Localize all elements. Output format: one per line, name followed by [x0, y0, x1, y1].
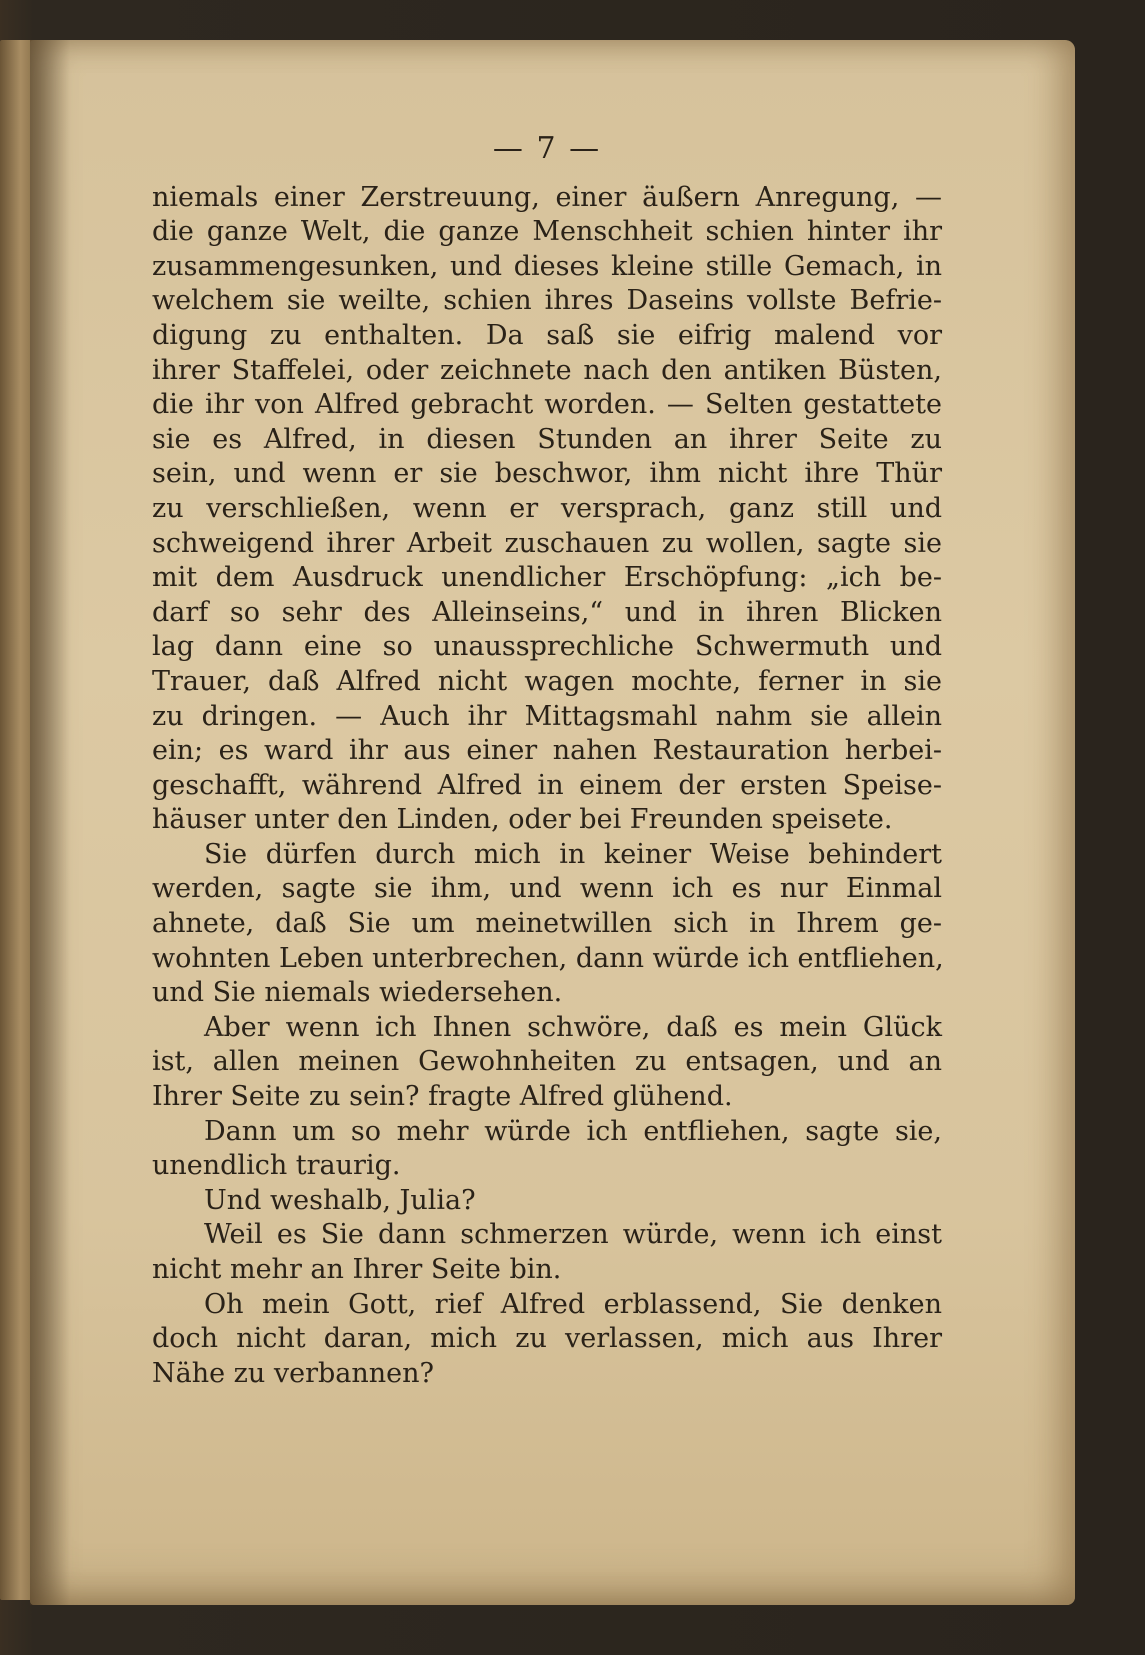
- text-line: die ganze Welt, die ganze Menschheit schien hinter ihr: [152, 216, 942, 248]
- text-line: häuser unter den Linden, oder bei Freunden speisete.: [152, 804, 893, 836]
- text-line: ist, allen meinen Gewohnheiten zu entsagen, und an: [152, 1046, 942, 1078]
- text-line: unendlich traurig.: [152, 1150, 401, 1182]
- text-line: zu verschließen, wenn er versprach, ganz still und: [152, 492, 942, 524]
- paragraph: [152, 1288, 942, 1392]
- text-line: Oh mein Gott, rief Alfred erblassend, Sie denken: [204, 1288, 942, 1320]
- text-line: Dann um so mehr würde ich entfliehen, sagte sie,: [204, 1115, 942, 1147]
- text-line: Sie dürfen durch mich in keiner Weise behindert: [204, 838, 942, 870]
- text-line: und Sie niemals wiedersehen.: [152, 977, 563, 1009]
- text-line: schweigend ihrer Arbeit zuschauen zu wollen, sagte sie: [152, 527, 942, 559]
- text-line: Weil es Sie dann schmerzen würde, wenn ich einst: [204, 1219, 942, 1251]
- text-line: Aber wenn ich Ihnen schwöre, daß es mein Glück: [204, 1011, 942, 1043]
- text-line: werden, sagte sie ihm, und wenn ich es nur Einmal: [152, 873, 942, 905]
- paragraphs: [152, 181, 942, 1392]
- text-line: sie es Alfred, in diesen Stunden an ihrer Seite zu: [152, 423, 942, 455]
- text-line: lag dann eine so unaussprechliche Schwermuth und: [152, 631, 942, 663]
- text-line: zu dringen. — Auch ihr Mittagsmahl nahm sie allein: [152, 700, 942, 732]
- paragraph: [152, 1011, 942, 1115]
- text-line: Trauer, daß Alfred nicht wagen mochte, ferner in sie: [152, 665, 942, 697]
- text-line: Nähe zu verbannen?: [152, 1357, 435, 1389]
- text-line: ihrer Staffelei, oder zeichnete nach den antiken Büsten,: [152, 354, 942, 386]
- text-line: geschafft, während Alfred in einem der ersten Speise-: [152, 769, 942, 801]
- text-line: welchem sie weilte, schien ihres Daseins vollste Befrie-: [152, 285, 942, 317]
- text-line: nicht mehr an Ihrer Seite bin.: [152, 1254, 562, 1285]
- paragraph: [152, 181, 942, 838]
- text-line: Und weshalb, Julia?: [204, 1184, 476, 1216]
- text-line: Ihrer Seite zu sein? fragte Alfred glühend.: [152, 1081, 733, 1113]
- text-line: die ihr von Alfred gebracht worden. — Selten gestattete: [152, 389, 942, 421]
- paragraph: [152, 1115, 942, 1184]
- text-line: darf so sehr des Alleinseins,“ und in ihren Blicken: [152, 596, 942, 628]
- paragraph: [152, 1218, 942, 1287]
- paragraph: [152, 838, 942, 1011]
- text-line: ein; es ward ihr aus einer nahen Restauration herbei-: [152, 735, 942, 767]
- text-line: digung zu enthalten. Da saß sie eifrig malend vor: [152, 319, 942, 351]
- text-line: zusammengesunken, und dieses kleine stille Gemach, in: [152, 250, 942, 282]
- text-line: sein, und wenn er sie beschwor, ihm nicht ihre Thür: [152, 458, 942, 490]
- page-number: — 7 —: [492, 131, 602, 166]
- text-line: ahnete, daß Sie um meinetwillen sich in Ihrem ge-: [152, 908, 942, 940]
- text-line: wohnten Leben unterbrechen, dann würde ich entfliehen,: [152, 942, 944, 974]
- text-line: niemals einer Zerstreuung, einer äußern Anregung, —: [152, 181, 942, 213]
- page-text: [152, 132, 942, 1391]
- paragraph: [152, 1184, 942, 1219]
- text-line: doch nicht daran, mich zu verlassen, mich aus Ihrer: [152, 1323, 942, 1355]
- page-gutter-shadow: [30, 40, 70, 1605]
- text-line: mit dem Ausdruck unendlicher Erschöpfung: „ich be-: [152, 562, 942, 594]
- previous-page-edge: [0, 40, 34, 1600]
